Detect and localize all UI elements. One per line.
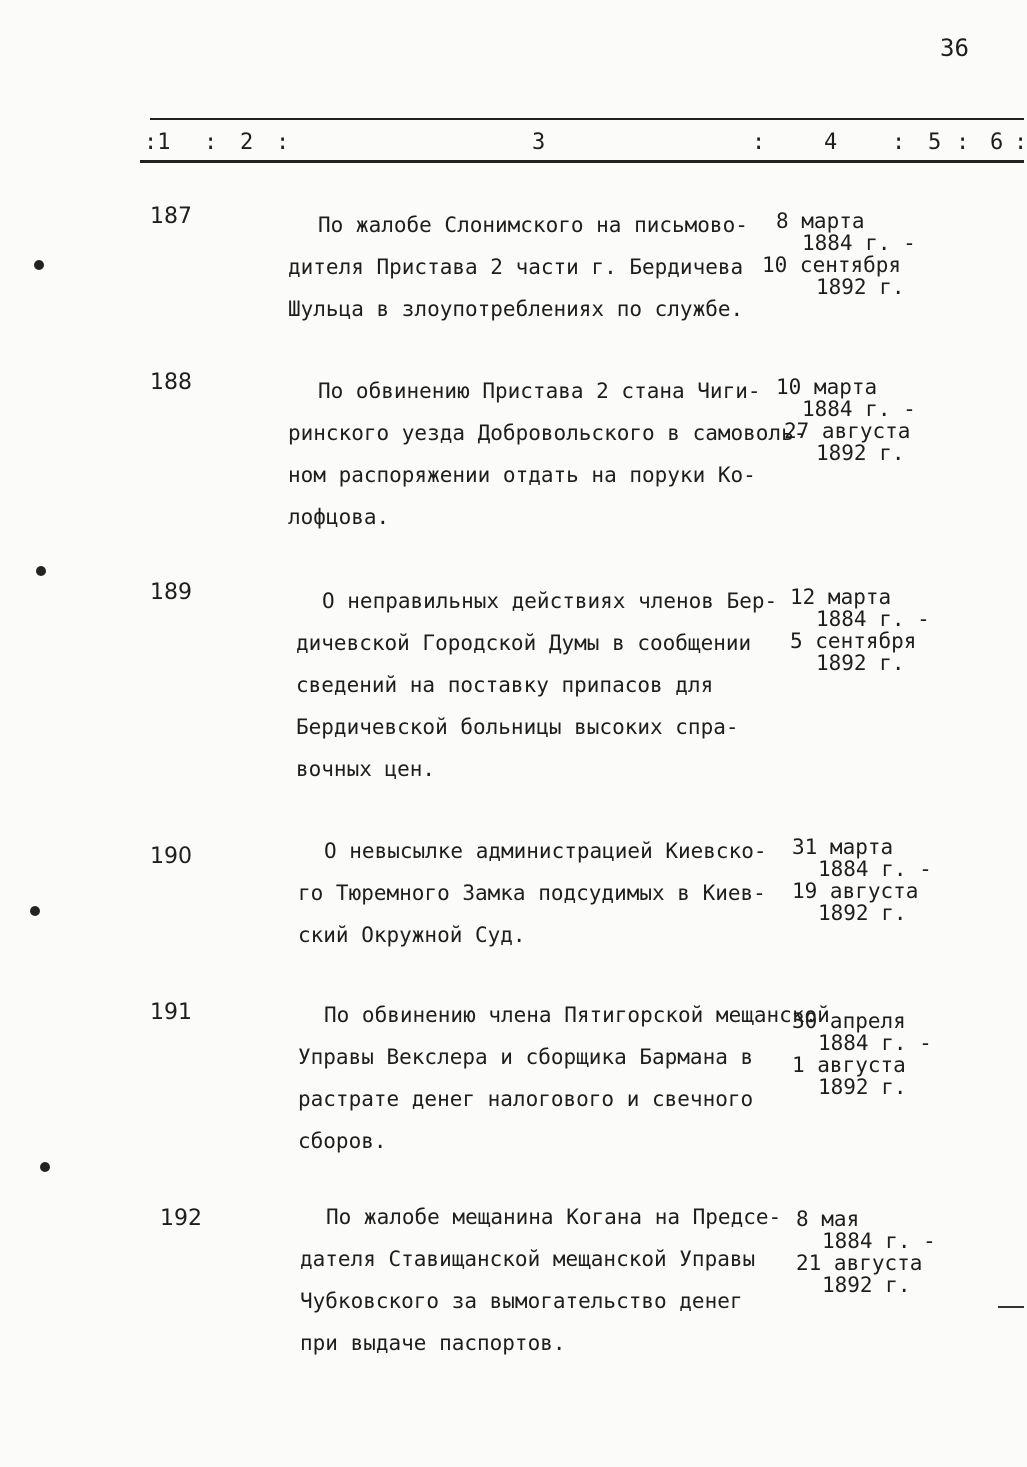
date-end: 27 августа xyxy=(784,419,911,443)
description-line: Чубковского за вымогательство денег xyxy=(300,1289,743,1313)
description-line: Управы Векслера и сборщика Бармана в xyxy=(298,1045,754,1069)
header-rule-top xyxy=(150,118,1024,120)
description-line: Шульца в злоупотреблениях по службе. xyxy=(288,297,744,321)
column-separator: : xyxy=(956,130,970,155)
entry-description xyxy=(300,1196,796,1364)
binder-hole-mark xyxy=(40,1162,50,1172)
date-start: 31 марта xyxy=(792,835,894,859)
column-header-3: 3 xyxy=(532,130,546,155)
date-end: 1 августа xyxy=(792,1053,906,1077)
entry-dates xyxy=(792,1010,932,1098)
edge-mark xyxy=(998,1306,1024,1308)
description-line: при выдаче паспортов. xyxy=(300,1331,566,1355)
entry-dates xyxy=(776,376,916,464)
entry-number: 189 xyxy=(150,580,192,605)
entry-number: 192 xyxy=(160,1206,202,1231)
entry-number: 187 xyxy=(150,204,192,229)
year-start: 1884 г. - xyxy=(818,1031,932,1055)
year-start: 1884 г. - xyxy=(816,607,930,631)
column-separator: : xyxy=(204,130,218,155)
binder-hole-mark xyxy=(36,566,46,576)
year-end: 1892 г. xyxy=(822,1273,911,1297)
column-header-2: 2 xyxy=(240,130,254,155)
entry-dates xyxy=(762,209,916,299)
entry-description xyxy=(296,580,792,790)
entry-description xyxy=(298,830,794,956)
description-line: По жалобе Слонимского на письмово- xyxy=(318,213,748,237)
column-header-5: 5 xyxy=(928,130,942,155)
entry-number: 190 xyxy=(150,844,192,869)
entry-description xyxy=(288,370,807,538)
description-line: го Тюремного Замка подсудимых в Киев- xyxy=(298,881,766,905)
date-start: 12 марта xyxy=(790,585,892,609)
date-start: 8 марта xyxy=(776,209,865,233)
date-start: 8 мая xyxy=(796,1207,860,1231)
date-end: 5 сентября xyxy=(790,629,917,653)
year-start: 1884 г. - xyxy=(802,231,916,255)
date-end: 10 сентября xyxy=(762,253,902,277)
description-line: О неправильных действиях членов Бер- xyxy=(322,589,778,613)
description-line: дителя Пристава 2 части г. Бердичева xyxy=(288,255,744,279)
column-separator: :1 xyxy=(144,130,171,155)
description-line: О невысылке администрацией Киевско- xyxy=(324,839,767,863)
date-start: 30 апреля xyxy=(792,1009,906,1033)
description-line: сборов. xyxy=(298,1129,387,1153)
description-line: Бердичевской больницы высоких спра- xyxy=(296,715,739,739)
header-rule-bottom xyxy=(140,160,1024,163)
description-line: ринского уезда Добровольского в самоволь- xyxy=(288,421,807,445)
column-header-6: 6 xyxy=(990,130,1004,155)
description-line: дичевской Городской Думы в сообщении xyxy=(296,631,752,655)
entry-dates xyxy=(796,1208,936,1296)
description-line: По обвинению Пристава 2 стана Чиги- xyxy=(318,379,761,403)
year-end: 1892 г. xyxy=(816,275,905,299)
description-line: растрате денег налогового и свечного xyxy=(298,1087,754,1111)
column-separator: : xyxy=(752,130,766,155)
year-start: 1884 г. - xyxy=(818,857,932,881)
description-line: ский Окружной Суд. xyxy=(298,923,526,947)
entry-dates xyxy=(792,836,932,924)
binder-hole-mark xyxy=(30,906,40,916)
year-end: 1892 г. xyxy=(816,651,905,675)
date-end: 19 августа xyxy=(792,879,919,903)
column-separator: : xyxy=(892,130,906,155)
binder-hole-mark xyxy=(34,260,44,270)
date-start: 10 марта xyxy=(776,375,878,399)
description-line: вочных цен. xyxy=(296,757,436,781)
year-end: 1892 г. xyxy=(818,901,907,925)
entry-description xyxy=(298,994,830,1162)
page-number: 36 xyxy=(940,34,969,62)
year-end: 1892 г. xyxy=(816,441,905,465)
year-end: 1892 г. xyxy=(818,1075,907,1099)
entry-number: 188 xyxy=(150,370,192,395)
description-line: По обвинению члена Пятигорской мещанской xyxy=(324,1003,830,1027)
entry-description xyxy=(288,204,788,330)
date-end: 21 августа xyxy=(796,1251,923,1275)
description-line: ном распоряжении отдать на поруки Ко- xyxy=(288,463,756,487)
column-separator: : xyxy=(1014,130,1027,155)
column-header-4: 4 xyxy=(824,130,838,155)
entry-dates xyxy=(790,586,930,674)
description-line: сведений на поставку припасов для xyxy=(296,673,714,697)
year-start: 1884 г. - xyxy=(822,1229,936,1253)
description-line: дателя Ставищанской мещанской Управы xyxy=(300,1247,756,1271)
description-line: лофцова. xyxy=(288,505,390,529)
year-start: 1884 г. - xyxy=(802,397,916,421)
entry-number: 191 xyxy=(150,1000,192,1025)
column-separator: : xyxy=(276,130,290,155)
description-line: По жалобе мещанина Когана на Предсе- xyxy=(326,1205,782,1229)
